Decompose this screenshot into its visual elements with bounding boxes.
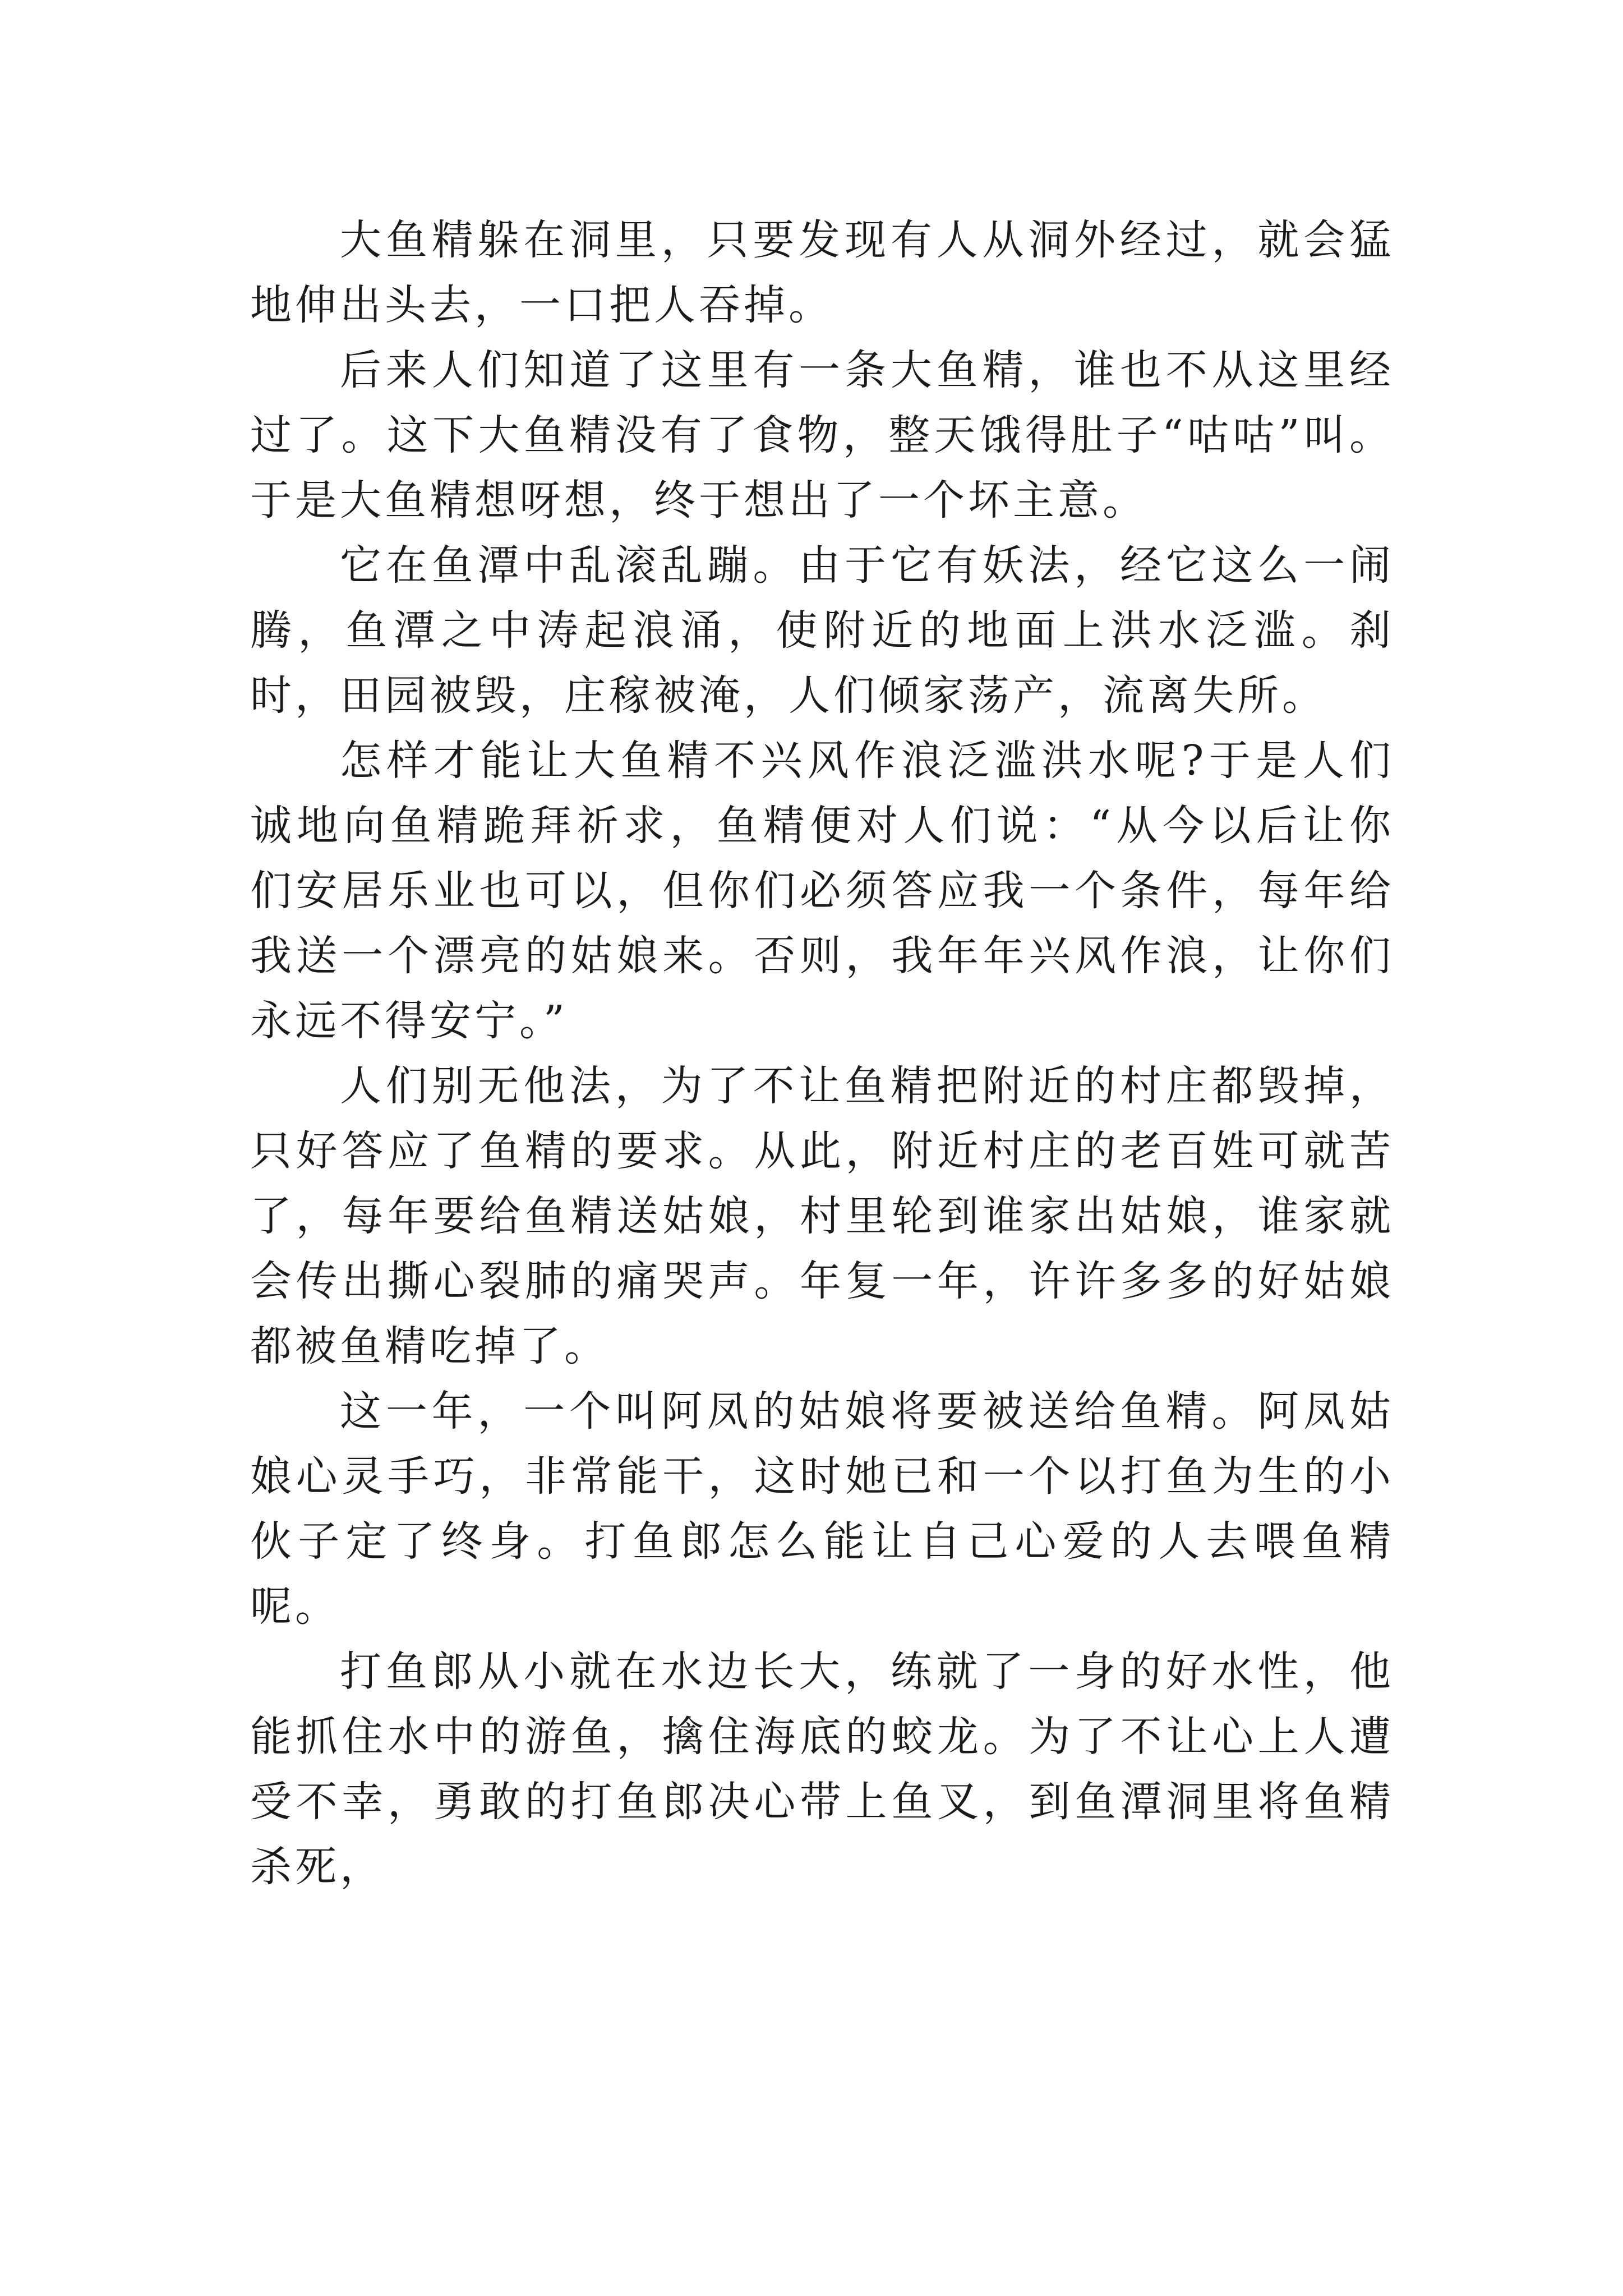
paragraph-5: 人们别无他法，为了不让鱼精把附近的村庄都毁掉，只好答应了鱼精的要求。从此，附近村庄的老百姓可就苦了，每年要给鱼精送姑娘，村里轮到谁家出姑娘，谁家就会传出撕心裂肺的痛哭声。年复一年，许许多多的好姑娘都被鱼精吃掉了。 [250, 1062, 1394, 1370]
paragraph-2: 后来人们知道了这里有一条大鱼精，谁也不从这里经过了。这下大鱼精没有了食物，整天饿得肚子“咕咕”叫。于是大鱼精想呀想，终于想出了一个坏主意。 [250, 346, 1394, 524]
document-body [250, 208, 1394, 1899]
paragraph-6: 这一年，一个叫阿凤的姑娘将要被送给鱼精。阿凤姑娘心灵手巧，非常能干，这时她已和一个以打鱼为生的小伙子定了终身。打鱼郎怎么能让自己心爱的人去喂鱼精呢。 [250, 1387, 1394, 1631]
paragraph-1: 大鱼精躲在洞里，只要发现有人从洞外经过，就会猛地伸出头去，一口把人吞掉。 [250, 216, 1394, 329]
paragraph-4: 怎样才能让大鱼精不兴风作浪泛滥洪水呢?于是人们诚地向鱼精跪拜祈求，鱼精便对人们说：“从今以后让你们安居乐业也可以，但你们必须答应我一个条件，每年给我送一个漂亮的姑娘来。否则，我年年兴风作浪，让你们永远不得安宁。” [250, 737, 1394, 1045]
paragraph-7: 打鱼郎从小就在水边长大，练就了一身的好水性，他能抓住水中的游鱼，擒住海底的蛟龙。为了不让心上人遭受不幸，勇敢的打鱼郎决心带上鱼叉，到鱼潭洞里将鱼精杀死， [250, 1648, 1394, 1891]
paragraph-3: 它在鱼潭中乱滚乱蹦。由于它有妖法，经它这么一闹腾，鱼潭之中涛起浪涌，使附近的地面上洪水泛滥。刹时，田园被毁，庄稼被淹，人们倾家荡产，流离失所。 [250, 541, 1394, 720]
